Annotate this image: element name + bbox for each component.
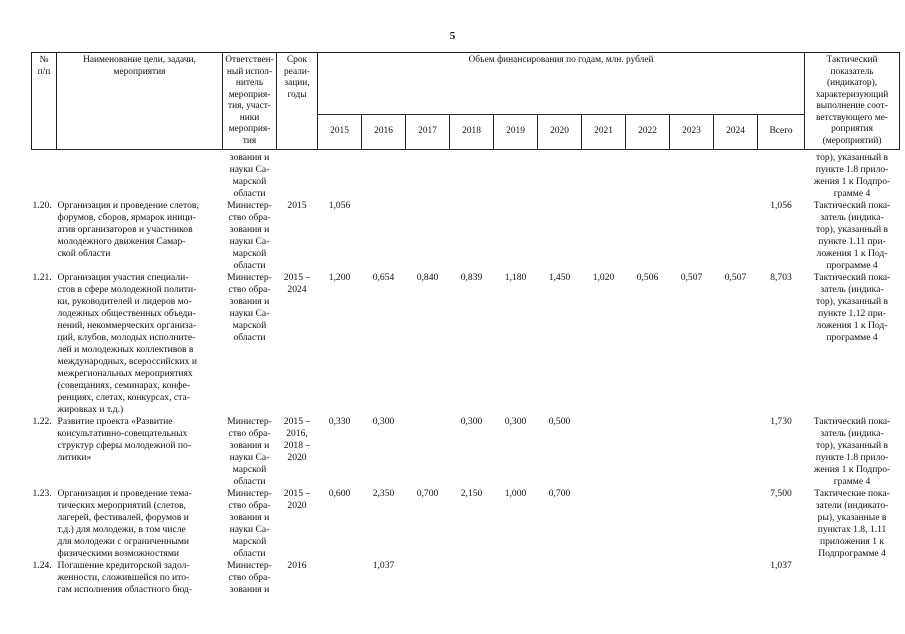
page-number: 5 xyxy=(449,30,456,42)
row-value: 0,300 xyxy=(372,416,395,427)
row-value: 0,300 xyxy=(504,416,527,427)
row-value: 0,700 xyxy=(548,488,571,499)
row-value: 0,840 xyxy=(416,272,439,283)
row-value: 1,020 xyxy=(592,272,615,283)
row-value: 0,839 xyxy=(460,272,483,283)
row-value xyxy=(626,416,670,488)
row-value: 1,180 xyxy=(504,272,527,283)
row-number: 1.20. xyxy=(32,200,52,211)
row-responsible: Министер- ство обра- зования и науки Са- марской области xyxy=(227,416,272,487)
row-value xyxy=(670,560,714,596)
header-name: Наименование цели, задачи, мероприятия xyxy=(57,53,223,150)
row-term: 2016 xyxy=(287,560,307,571)
row-name: Организация и проведение слетов, форумов, сборов, ярмарок иници- атив организаторов и участников молодежного движения Самар- ской области xyxy=(57,200,199,259)
table-row xyxy=(32,488,900,560)
row-value: 2,150 xyxy=(460,488,483,499)
row-value xyxy=(538,200,582,272)
row-value xyxy=(582,488,626,560)
table-header xyxy=(32,53,900,150)
row-total: 8,703 xyxy=(770,272,792,283)
header-year: 2021 xyxy=(582,115,626,150)
row-indicator: Тактический пока- затель (индика- тор), указанный в пункте 1.8 прило- жения 1 к Подпро- грамме 4 xyxy=(813,416,891,487)
row-responsible: Министер- ство обра- зования и xyxy=(227,560,272,595)
row-value xyxy=(538,560,582,596)
table-row xyxy=(32,560,900,596)
header-funding: Объем финансирования по годам, млн. рублей xyxy=(318,53,805,115)
header-term: Срок реали- зации, годы xyxy=(277,53,318,150)
row-value xyxy=(714,200,758,272)
row-total: 1,056 xyxy=(770,200,792,211)
row-value xyxy=(318,560,362,596)
row-value xyxy=(582,416,626,488)
row-value: 0,500 xyxy=(548,416,571,427)
row-value: 1,450 xyxy=(548,272,571,283)
header-year: 2015 xyxy=(318,115,362,150)
row-value xyxy=(714,416,758,488)
row-number: 1.22. xyxy=(32,416,52,427)
row-responsible: Министер- ство обра- зования и науки Са- марской области xyxy=(227,488,272,559)
row-total: 1,037 xyxy=(770,560,792,571)
row-value xyxy=(714,560,758,596)
row-value: 1,200 xyxy=(328,272,351,283)
header-indicator: Тактический показатель (индикатор), характеризующий выполнение соот- ветствующего ме- роприятия (мероприятий) xyxy=(805,53,900,150)
row-value: 0,507 xyxy=(724,272,747,283)
row-name: Погашение кредиторской задол- женности, сложившейся по ито- гам исполнения областного бюд- xyxy=(57,560,193,595)
program-table-sheet xyxy=(31,52,899,596)
row-value: 0,506 xyxy=(636,272,659,283)
row-value xyxy=(450,200,494,272)
row-total: 1,730 xyxy=(770,416,792,427)
table-row xyxy=(32,200,900,272)
row-value xyxy=(406,416,450,488)
row-value xyxy=(626,560,670,596)
row-value: 1,037 xyxy=(372,560,395,571)
row-value: 0,654 xyxy=(372,272,395,283)
row-value xyxy=(362,200,406,272)
row-responsible: Министер- ство обра- зования и науки Са- марской области xyxy=(227,272,272,343)
header-year: 2017 xyxy=(406,115,450,150)
row-value xyxy=(582,200,626,272)
row-term: 2015 – 2020 xyxy=(283,488,311,511)
row-value: 0,700 xyxy=(416,488,439,499)
row-value xyxy=(626,488,670,560)
row-value xyxy=(450,560,494,596)
header-year: 2016 xyxy=(362,115,406,150)
row-indicator: Тактические пока- затели (индикато- ры), указанные в пунктах 1.8, 1.11 приложения 1 к Подпрограмме 4 xyxy=(814,488,890,559)
continuation-row xyxy=(32,150,900,201)
row-value xyxy=(494,560,538,596)
continuation-indicator: тор), указанный в пункте 1.8 прило- жения 1 к Подпро- грамме 4 xyxy=(813,152,891,199)
header-num: № п/п xyxy=(32,53,57,150)
row-value xyxy=(494,200,538,272)
row-value: 2,350 xyxy=(372,488,395,499)
row-value: 1,056 xyxy=(328,200,351,211)
row-indicator: Тактический пока- затель (индика- тор), указанный в пункте 1.12 при- ложения 1 к Под- программе 4 xyxy=(813,272,891,343)
row-indicator xyxy=(805,560,900,596)
row-number: 1.24. xyxy=(32,560,52,571)
row-total: 7,500 xyxy=(770,488,792,499)
row-value xyxy=(670,200,714,272)
row-value: 0,330 xyxy=(328,416,351,427)
row-indicator: Тактический пока- затель (индика- тор), указанный в пункте 1.11 при- ложения 1 к Под- программе 4 xyxy=(813,200,891,271)
row-responsible: Министер- ство обра- зования и науки Са- марской области xyxy=(227,200,272,271)
row-number: 1.21. xyxy=(32,272,52,283)
row-value xyxy=(670,416,714,488)
program-table xyxy=(31,52,900,596)
row-name: Развитие проекта «Развитие консультативно-совещательных структур сферы молодежной по- литики» xyxy=(57,416,192,463)
header-year: 2019 xyxy=(494,115,538,150)
row-value xyxy=(670,488,714,560)
header-year: 2022 xyxy=(626,115,670,150)
header-year: 2024 xyxy=(714,115,758,150)
header-year: 2023 xyxy=(670,115,714,150)
header-total: Всего xyxy=(758,115,805,150)
header-year: 2018 xyxy=(450,115,494,150)
row-term: 2015 xyxy=(287,200,307,211)
row-term: 2015 – 2016, 2018 – 2020 xyxy=(283,416,311,463)
header-year: 2020 xyxy=(538,115,582,150)
row-value xyxy=(714,488,758,560)
row-value: 1,000 xyxy=(504,488,527,499)
row-value xyxy=(406,200,450,272)
continuation-responsible: зования и науки Са- марской области xyxy=(229,152,270,199)
row-term: 2015 – 2024 xyxy=(283,272,311,295)
row-value: 0,600 xyxy=(328,488,351,499)
row-name: Организация и проведение тема- тических мероприятий (слетов, лагерей, фестивалей, форумов и т.д.) для молодежи, в том числе для молодежи с ограниченными физическими возможностями xyxy=(57,488,192,559)
row-value: 0,300 xyxy=(460,416,483,427)
table-row xyxy=(32,416,900,488)
header-responsible: Ответствен- ный испол- нитель мероприя- тия, участ- ники мероприя- тия xyxy=(223,53,277,150)
row-value xyxy=(582,560,626,596)
row-value xyxy=(406,560,450,596)
row-number: 1.23. xyxy=(32,488,52,499)
table-body xyxy=(32,150,900,597)
row-value xyxy=(626,200,670,272)
table-row xyxy=(32,272,900,416)
row-name: Организация участия специали- стов в сфере молодежной полити- ки, руководителей и лидеров мо- лодежных общественных объеди- нений, некоммерческих организа- ций, клубов, молодых исполните- лей и молодежных коллективов в международных, всероссийских и межрегиональных мероприятиях (совещаниях, семинарах, конфе- ренциях, слетах, конкурсах, ста- жировках и т.д.) xyxy=(57,272,198,415)
row-value: 0,507 xyxy=(680,272,703,283)
